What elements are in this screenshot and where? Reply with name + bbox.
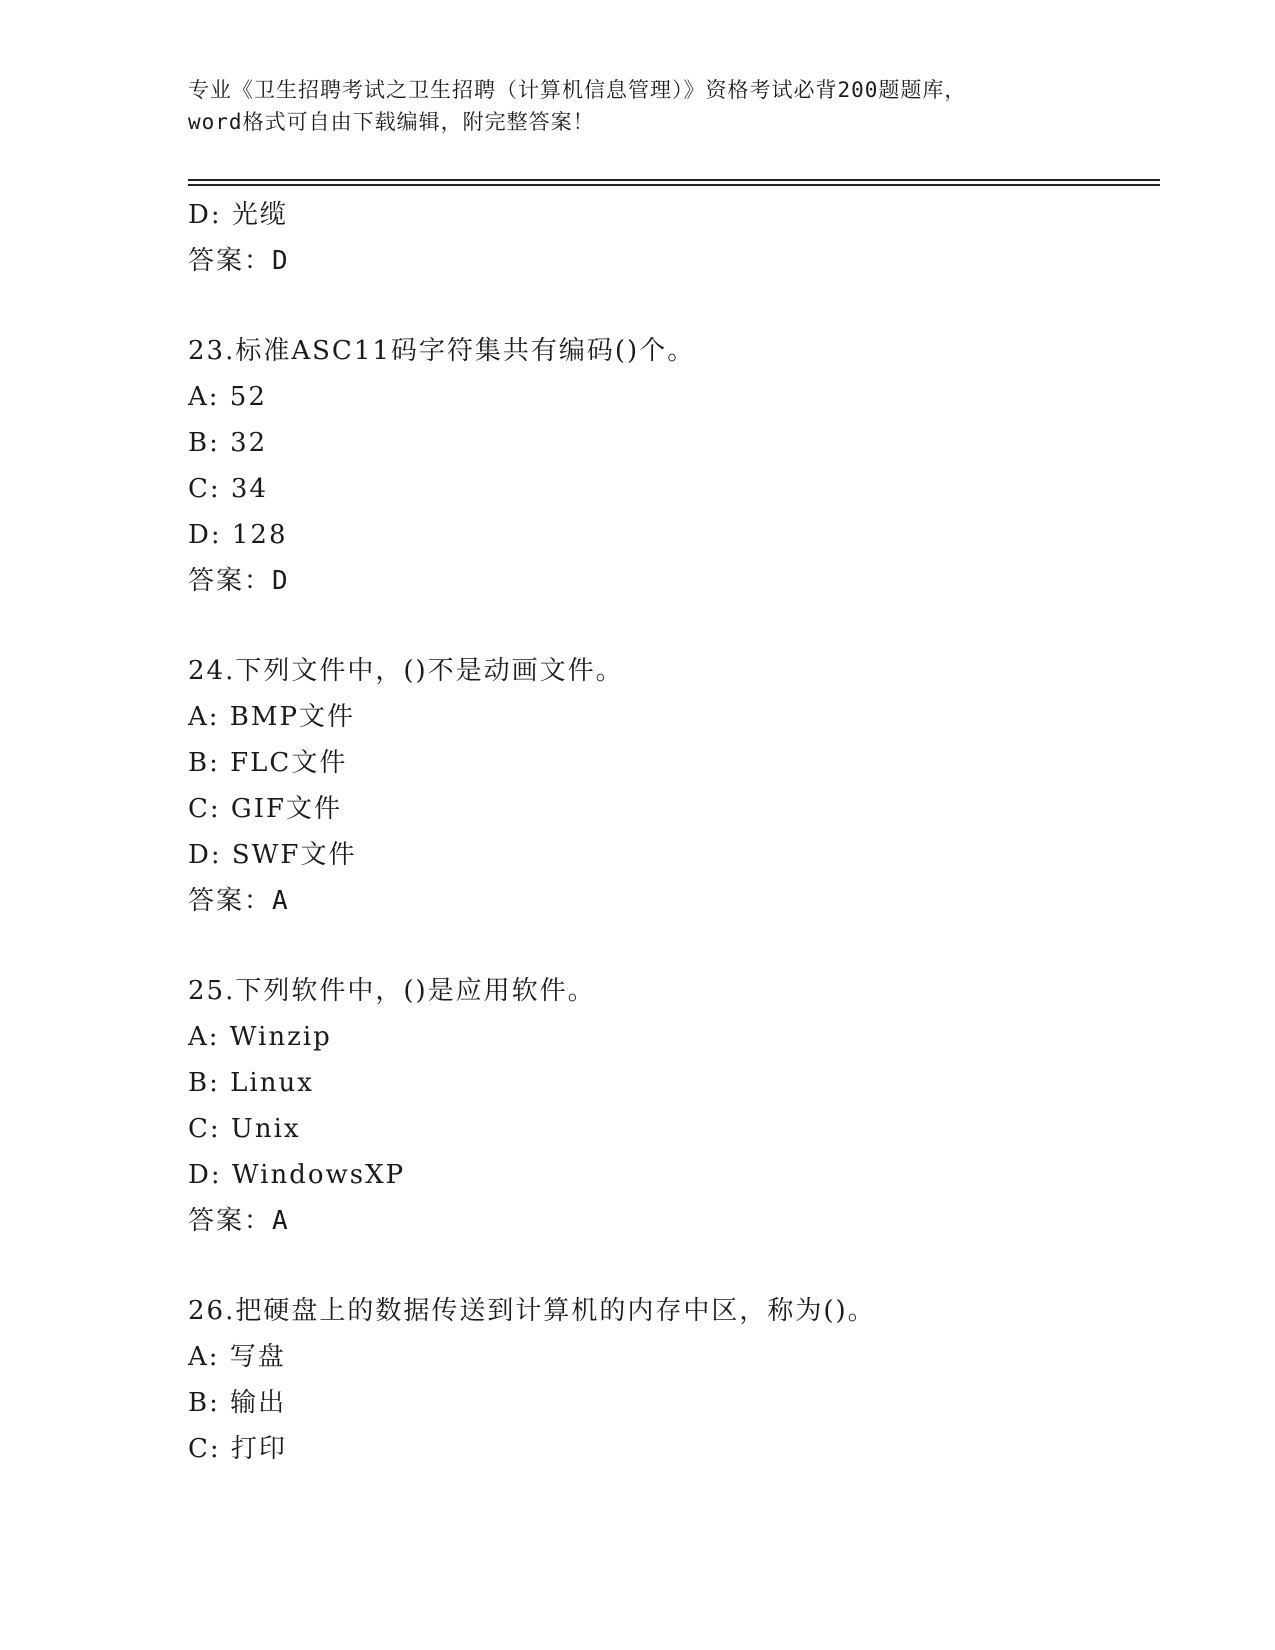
question-stem: 24.下列文件中，()不是动画文件。	[188, 656, 624, 686]
option-a: A: 52	[188, 382, 267, 412]
document-header	[188, 74, 1088, 138]
option-b: B: Linux	[188, 1068, 314, 1098]
answer: 答案：A	[188, 1206, 290, 1236]
option-b: B: 32	[188, 428, 268, 458]
answer: 答案：A	[188, 886, 290, 916]
question-24	[188, 648, 1148, 924]
option-d: D: WindowsXP	[188, 1160, 406, 1190]
header-divider-bottom	[188, 184, 1160, 186]
option-d: D: 128	[188, 520, 288, 550]
option-c: C: 打印	[188, 1434, 287, 1464]
header-divider-top	[188, 179, 1160, 181]
header-line-2: word格式可自由下载编辑，附完整答案！	[188, 110, 595, 134]
option-a: A: Winzip	[188, 1022, 332, 1052]
question-26	[188, 1288, 1148, 1472]
option-c: C: Unix	[188, 1114, 301, 1144]
option-b: B: FLC文件	[188, 748, 348, 778]
option-c: C: GIF文件	[188, 794, 342, 824]
option-b: B: 输出	[188, 1388, 287, 1418]
question-stem: 23.标准ASC11码字符集共有编码()个。	[188, 336, 696, 366]
answer: 答案：D	[188, 246, 290, 276]
option-d: D: 光缆	[188, 200, 288, 230]
question-25	[188, 968, 1148, 1244]
question-stem: 26.把硬盘上的数据传送到计算机的内存中区，称为()。	[188, 1296, 876, 1326]
question-stem: 25.下列软件中，()是应用软件。	[188, 976, 596, 1006]
option-d: D: SWF文件	[188, 840, 357, 870]
question-list	[188, 192, 1148, 1472]
option-a: A: BMP文件	[188, 702, 356, 732]
option-a: A: 写盘	[188, 1342, 286, 1372]
header-line-1: 专业《卫生招聘考试之卫生招聘（计算机信息管理）》资格考试必背200题题库，	[188, 78, 967, 102]
option-c: C: 34	[188, 474, 269, 504]
question-23	[188, 328, 1148, 604]
question-22-tail	[188, 192, 1148, 284]
answer: 答案：D	[188, 566, 290, 596]
